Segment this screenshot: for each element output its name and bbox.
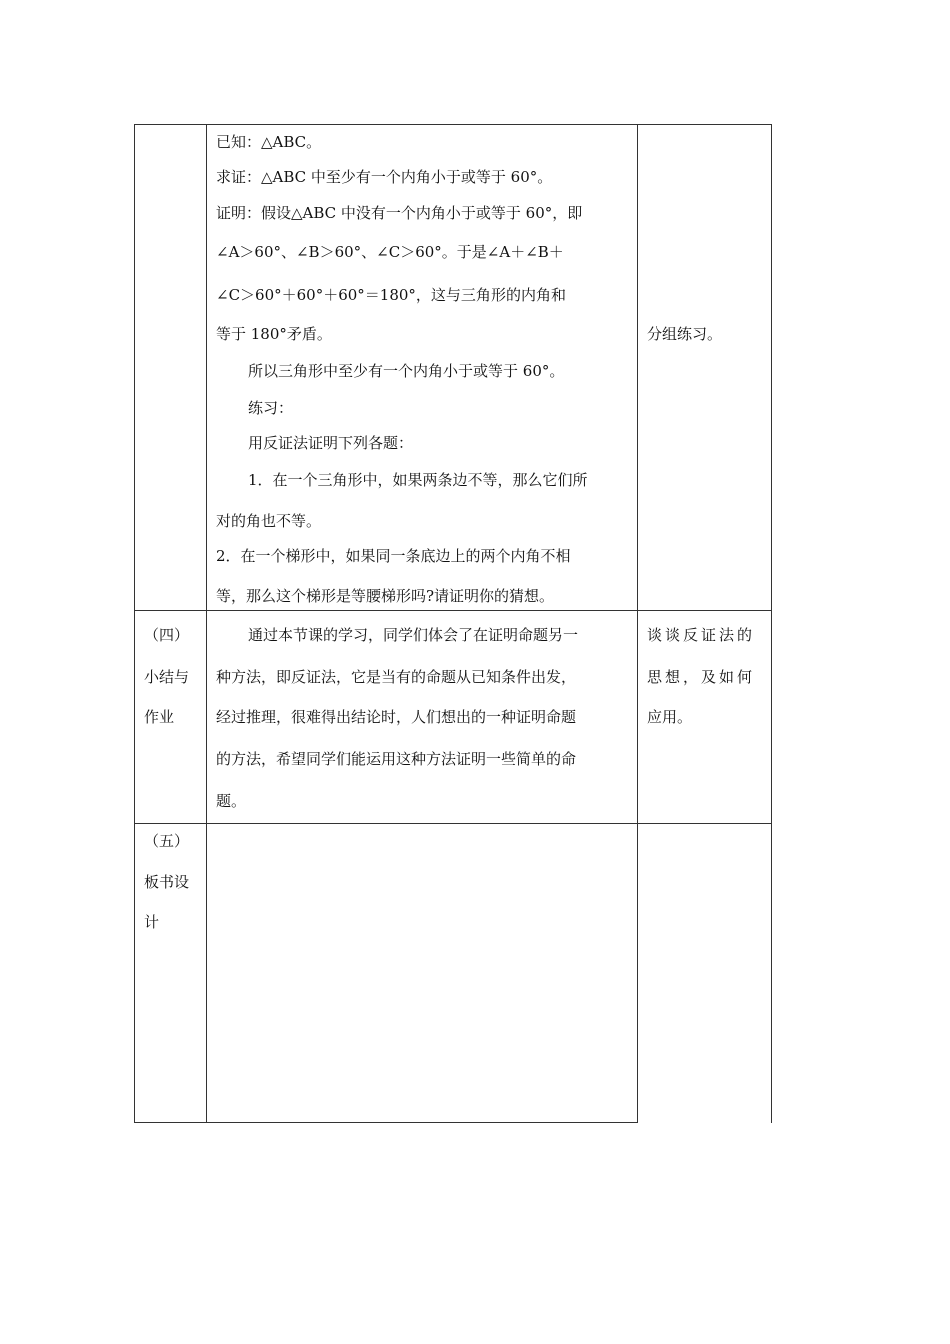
- label-line: 小结与: [144, 668, 190, 686]
- text-line: 的方法，希望同学们能运用这种方法证明一些简单的命: [216, 750, 577, 768]
- text-line: 练习：: [248, 399, 294, 417]
- label-line: （四）: [144, 626, 190, 644]
- text-line: 证明：假设△ABC 中没有一个内角小于或等于 60°，即: [216, 204, 583, 222]
- text-line: ∠C＞60°＋60°＋60°＝180°，这与三角形的内角和: [216, 286, 566, 304]
- table-border-row2-bottom: [134, 823, 772, 824]
- text-line: 等，那么这个梯形是等腰梯形吗?请证明你的猜想。: [216, 587, 555, 605]
- label-line: 板书设: [144, 873, 190, 891]
- text-line: ∠A＞60°、∠B＞60°、∠C＞60°。于是∠A＋∠B＋: [216, 243, 564, 261]
- label-line: （五）: [144, 832, 190, 850]
- row1-note: 分组练习。: [647, 325, 723, 343]
- text-line: 题。: [216, 792, 247, 810]
- note-line: 思想，及如何: [647, 668, 756, 686]
- text-line: 等于 180°矛盾。: [216, 325, 332, 343]
- text-line: 用反证法证明下列各题：: [248, 434, 414, 452]
- text-line: 2．在一个梯形中，如果同一条底边上的两个内角不相: [216, 547, 571, 565]
- text-line: 已知：△ABC。: [216, 133, 322, 151]
- table-border-left: [134, 124, 135, 1123]
- text-line: 对的角也不等。: [216, 512, 322, 530]
- note-line: 应用。: [647, 708, 693, 726]
- label-line: 作业: [144, 708, 175, 726]
- text-line: 通过本节课的学习，同学们体会了在证明命题另一: [248, 626, 579, 644]
- table-border-bottom: [134, 1122, 638, 1123]
- table-border-right: [771, 124, 772, 1123]
- table-border-top: [134, 124, 772, 125]
- text-line: 1．在一个三角形中，如果两条边不等，那么它们所: [248, 471, 588, 489]
- table-border-row1-bottom: [134, 610, 772, 611]
- text-line: 经过推理，很难得出结论时，人们想出的一种证明命题: [216, 708, 577, 726]
- text-line: 所以三角形中至少有一个内角小于或等于 60°。: [248, 362, 565, 380]
- note-line: 谈谈反证法的: [647, 626, 756, 644]
- label-line: 计: [144, 913, 160, 931]
- text-line: 种方法，即反证法，它是当有的命题从已知条件出发，: [216, 668, 577, 686]
- table-border-col2: [637, 124, 638, 1123]
- table-border-col1: [206, 124, 207, 1123]
- text-line: 求证：△ABC 中至少有一个内角小于或等于 60°。: [216, 168, 553, 186]
